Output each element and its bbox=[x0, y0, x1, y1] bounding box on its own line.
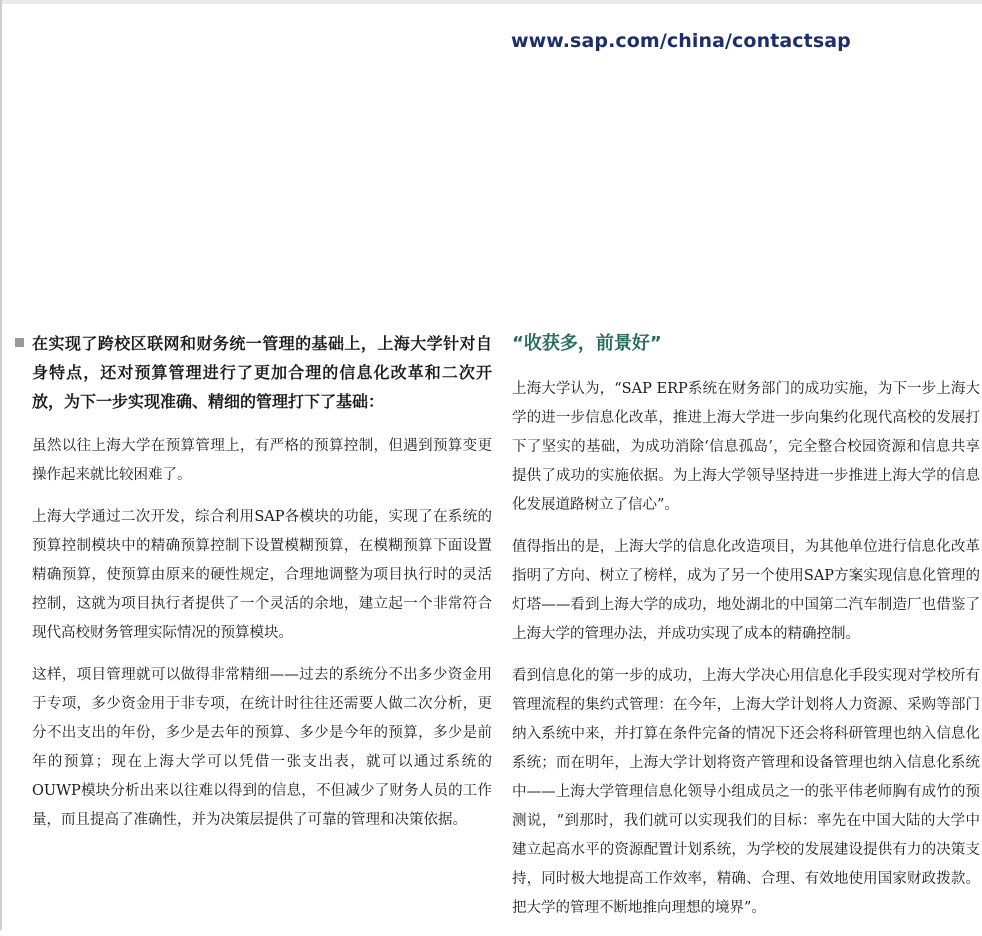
contact-url[interactable]: www.sap.com/china/contactsap bbox=[511, 30, 851, 52]
top-rule bbox=[0, 0, 982, 4]
bullet-square-icon bbox=[15, 338, 24, 347]
left-edge-rule bbox=[0, 0, 2, 930]
right-column bbox=[512, 331, 980, 936]
lead-paragraph bbox=[32, 329, 492, 416]
body-paragraph: 上海大学认为，“SAP ERP系统在财务部门的成功实施，为下一步上海大学的进一步信息化改革，推进上海大学进一步向集约化现代高校的发展打下了坚实的基础，为成功消除‘信息孤岛’，完全整合校园资源和信息共享提供了成功的实施依据。为上海大学领导坚持进一步推进上海大学的信息化发展道路树立了信心”。 bbox=[512, 381, 980, 513]
section-title: “收获多，前景好” bbox=[512, 333, 662, 354]
body-paragraph: 值得指出的是，上海大学的信息化改造项目，为其他单位进行信息化改革指明了方向、树立了榜样，成为了另一个使用SAP方案实现信息化管理的灯塔——看到上海大学的成功，地处湖北的中国第二汽车制造厂也借鉴了上海大学的管理办法，并成功实现了成本的精确控制。 bbox=[512, 539, 980, 642]
lead-text: 在实现了跨校区联网和财务统一管理的基础上，上海大学针对自身特点，还对预算管理进行了更加合理的信息化改革和二次开放，为下一步实现准确、精细的管理打下了基础： bbox=[32, 334, 492, 411]
body-paragraph: 看到信息化的第一步的成功，上海大学决心用信息化手段实现对学校所有管理流程的集约式管理：在今年，上海大学计划将人力资源、采购等部门纳入系统中来，并打算在条件完备的情况下还会将科研管理也纳入信息化系统；而在明年，上海大学计划将资产管理和设备管理也纳入信息化系统中——上海大学管理信息化领导小组成员之一的张平伟老师胸有成竹的预测说，“到那时，我们就可以实现我们的目标：率先在中国大陆的大学中建立起高水平的资源配置计划系统，为学校的发展建设提供有力的决策支持，同时极大地提高工作效率，精确、合理、有效地使用国家财政拨款。把大学的管理不断地推向理想的境界”。 bbox=[512, 668, 980, 916]
body-paragraph: 上海大学通过二次开发，综合利用SAP各模块的功能，实现了在系统的预算控制模块中的精确预算控制下设置模糊预算，在模糊预算下面设置精确预算，使预算由原来的硬性规定，合理地调整为项目执行时的灵活控制，这就为项目执行者提供了一个灵活的余地，建立起一个非常符合现代高校财务管理实际情况的预算模块。 bbox=[32, 509, 492, 641]
body-paragraph: 这样，项目管理就可以做得非常精细——过去的系统分不出多少资金用于专项，多少资金用于非专项，在统计时往往还需要人做二次分析，更分不出支出的年份，多少是去年的预算、多少是今年的预算，多少是前年的预算；现在上海大学可以凭借一张支出表，就可以通过系统的OUWP模块分析出来以往难以得到的信息，不但减少了财务人员的工作量，而且提高了准确性，并为决策层提供了可靠的管理和决策依据。 bbox=[32, 667, 492, 828]
body-paragraph: 虽然以往上海大学在预算管理上，有严格的预算控制，但遇到预算变更操作起来就比较困难了。 bbox=[32, 438, 492, 483]
left-column bbox=[32, 329, 492, 848]
